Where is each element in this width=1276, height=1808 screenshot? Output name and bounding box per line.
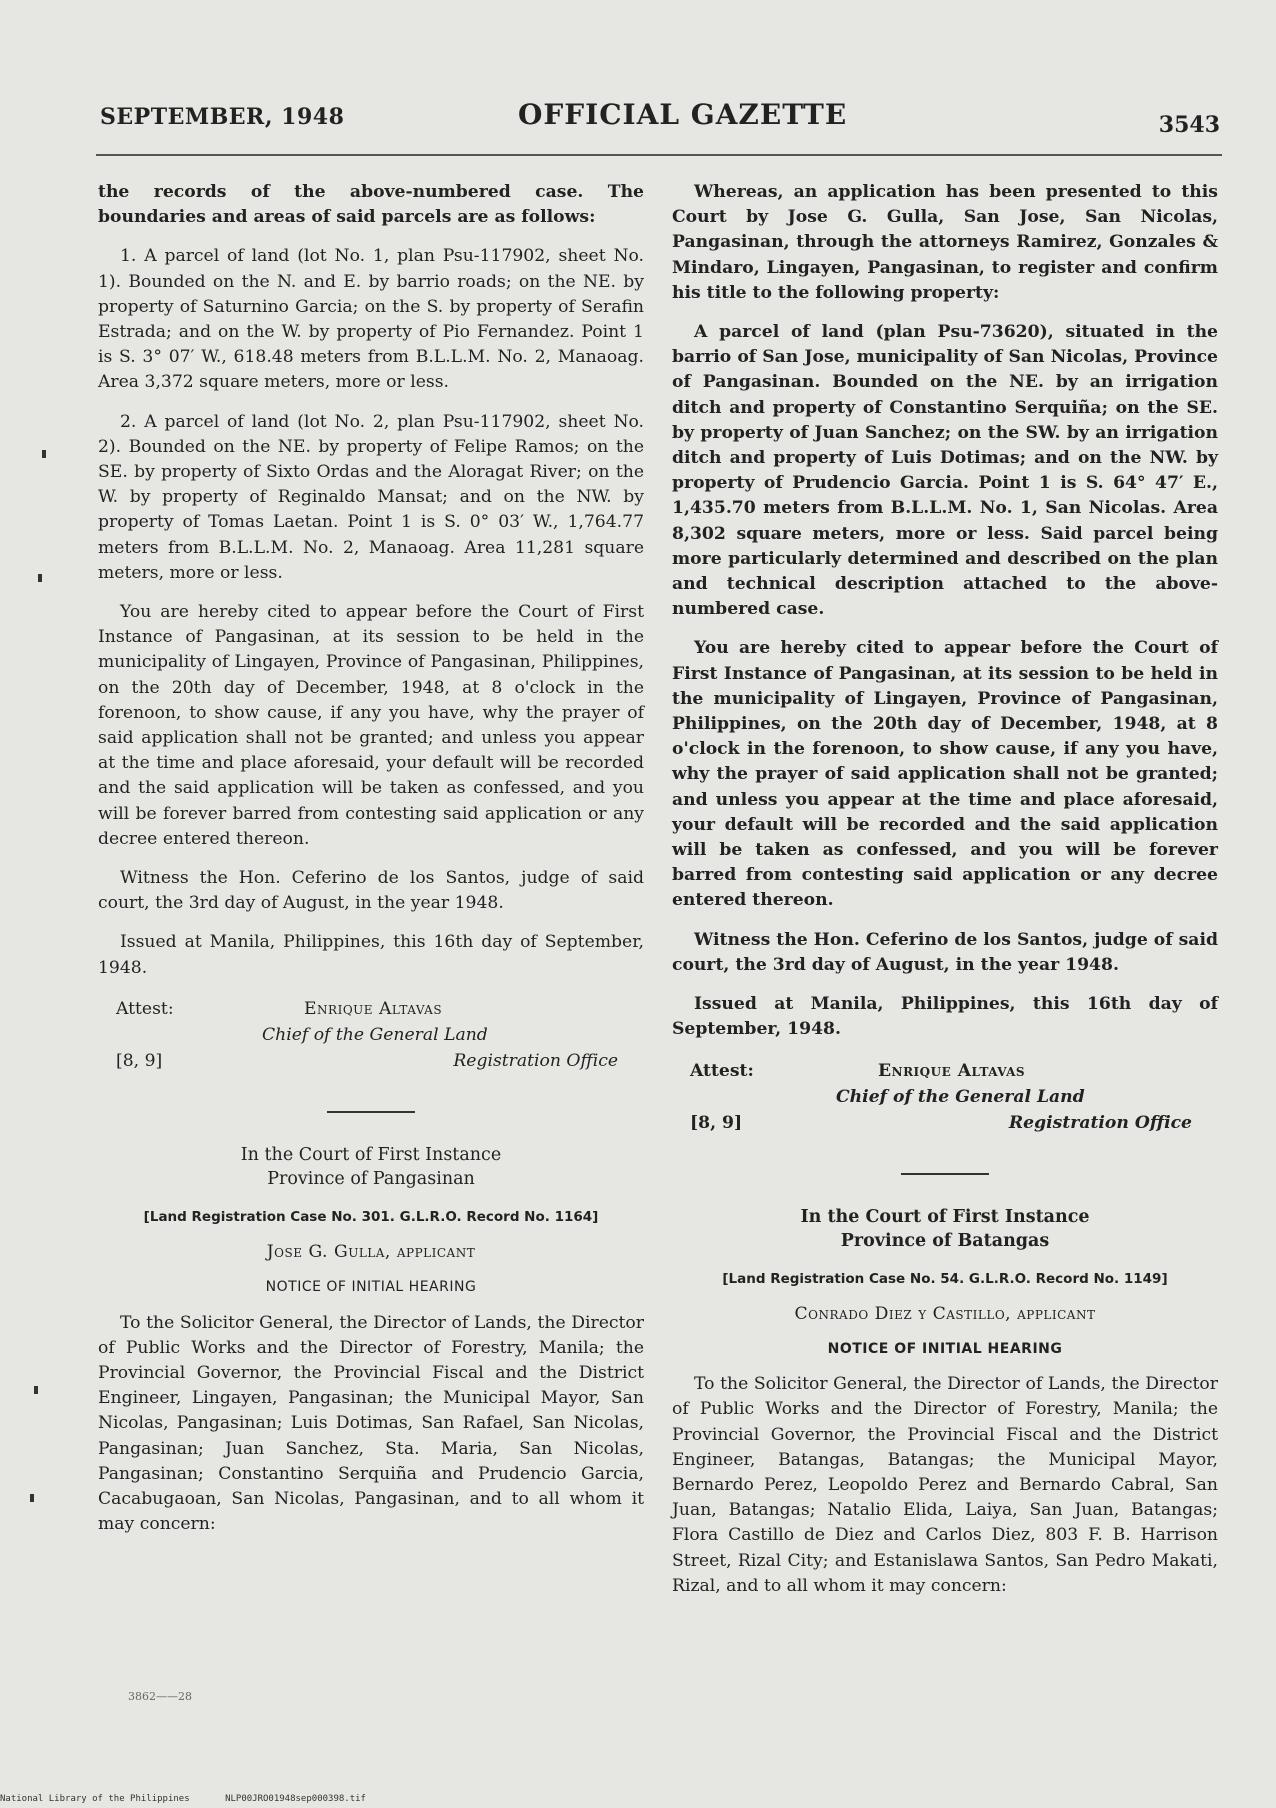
signer-name: Enrique Altavas bbox=[878, 1060, 1026, 1081]
parcel-2-paragraph: 2. A parcel of land (lot No. 2, plan Psu-117902, sheet No. 2). Bounded on the NE. by property of Felipe Ramos; on the SE. by property of Sixto Ordas and the Aloragat River; on the W. by property of Reginaldo Mansat; and on the NW. by property of Tomas Laetan. Point 1 is S. 0° 03′ W., 1,764.77 meters from B.L.L.M. No. 2, Manaoag. Area 11,281 square meters, more or less. bbox=[98, 411, 644, 583]
notice-title: NOTICE OF INITIAL HEARING bbox=[827, 1340, 1063, 1357]
left-column bbox=[98, 180, 644, 1551]
scan-file-id: NLP00JRO01948sep000398.tif bbox=[225, 1794, 366, 1804]
signer-name: Enrique Altavas bbox=[304, 998, 443, 1019]
signer-title-line2: Registration Office bbox=[453, 1050, 618, 1071]
issued-paragraph: Issued at Manila, Philippines, this 16th day of September, 1948. bbox=[672, 994, 1218, 1040]
signer-title-line1: Chief of the General Land bbox=[836, 1086, 1085, 1107]
addressees-paragraph: To the Solicitor General, the Director of Lands, the Director of Public Works and the Director of Forestry, Manila; the Provincial Governor, the Provincial Fiscal and the District Engineer, Lingayen, Pangasinan; the Municipal Mayor, San Nicolas, Pangasinan; Luis Dotimas, San Rafael, San Nicolas, Pangasinan; Juan Sanchez, Sta. Maria, San Nicolas, Pangasinan; Constantino Serquiña and Prudencio Garcia, Cacabugaoan, San Nicolas, Pangasinan, and to all whom it may concern: bbox=[98, 1312, 644, 1535]
margin-mark bbox=[42, 450, 46, 458]
library-credit: National Library of the Philippines bbox=[0, 1794, 190, 1804]
margin-mark bbox=[38, 574, 42, 582]
printer-mark: 3862——28 bbox=[128, 1690, 192, 1703]
header-date: SEPTEMBER, 1948 bbox=[100, 104, 345, 130]
section-divider bbox=[327, 1111, 415, 1113]
signature-block bbox=[672, 1059, 1218, 1147]
witness-paragraph: Witness the Hon. Ceferino de los Santos, judge of said court, the 3rd day of August, in the year 1948. bbox=[672, 929, 1218, 975]
parcel-paragraph: A parcel of land (plan Psu-73620), situated in the barrio of San Jose, municipality of San Nicolas, Province of Pangasinan. Bounded on the NE. by an irrigation ditch and property of Constantino Serquiña; on the SE. by property of Juan Sanchez; on the SW. by an irrigation ditch and property of Luis Dotimas; and on the NW. by property of Prudencio Garcia. Point 1 is S. 64° 47′ E., 1,435.70 meters from B.L.L.M. No. 1, San Nicolas. Area 8,302 square meters, more or less. Said parcel being more particularly determined and described on the plan and technical description attached to the above-numbered case. bbox=[672, 322, 1218, 620]
margin-mark bbox=[34, 1386, 38, 1394]
parcel-1-paragraph: 1. A parcel of land (lot No. 1, plan Psu-117902, sheet No. 1). Bounded on the N. and E. by barrio roads; on the NE. by property of Saturnino Garcia; on the S. by property of Serafin Estrada; and on the W. by property of Pio Fernandez. Point 1 is S. 3° 07′ W., 618.48 meters from B.L.L.M. No. 2, Manaoag. Area 3,372 square meters, more or less. bbox=[98, 246, 644, 393]
attest-label: Attest: bbox=[690, 1060, 754, 1081]
court-line-2: Province of Batangas bbox=[840, 1230, 1050, 1251]
citation-paragraph: You are hereby cited to appear before the Court of First Instance of Pangasinan, at its session to be held in the municipality of Lingayen, Province of Pangasinan, Philippines, on the 20th day of December, 1948, at 8 o'clock in the forenoon, to show cause, if any you have, why the prayer of said application shall not be granted; and unless you appear at the time and place aforesaid, your default will be recorded and the said application will be taken as confessed, and you will be forever barred from contesting said application or any decree entered thereon. bbox=[98, 602, 644, 849]
margin-mark bbox=[30, 1494, 34, 1502]
court-line-2: Province of Pangasinan bbox=[267, 1168, 475, 1189]
case-reference: [Land Registration Case No. 54. G.L.R.O. Record No. 1149] bbox=[722, 1270, 1168, 1287]
issued-paragraph: Issued at Manila, Philippines, this 16th day of September, 1948. bbox=[98, 932, 644, 978]
court-line-1: In the Court of First Instance bbox=[800, 1206, 1090, 1227]
page-header bbox=[100, 98, 1220, 142]
signer-title-line1: Chief of the General Land bbox=[262, 1024, 488, 1045]
court-heading bbox=[672, 1205, 1218, 1253]
case-reference: [Land Registration Case No. 301. G.L.R.O. Record No. 1164] bbox=[143, 1208, 599, 1225]
court-line-1: In the Court of First Instance bbox=[240, 1144, 502, 1165]
applicant-line: Jose G. Gulla, applicant bbox=[266, 1242, 476, 1263]
applicant-line: Conrado Diez y Castillo, applicant bbox=[794, 1303, 1096, 1324]
publication-title: OFFICIAL GAZETTE bbox=[518, 98, 848, 131]
signer-title-line2: Registration Office bbox=[1008, 1112, 1192, 1133]
court-heading bbox=[98, 1143, 644, 1191]
addressees-paragraph: To the Solicitor General, the Director of Lands, the Director of Public Works and the Director of Forestry, Manila; the Provincial Governor, the Provincial Fiscal and the District Engineer, Batangas, Batangas; the Municipal Mayor, Bernardo Perez, Leopoldo Perez and Bernardo Cabral, San Juan, Batangas; Natalio Elida, Laiya, San Juan, Batangas; Flora Castillo de Diez and Carlos Diez, 803 F. B. Harrison Street, Rizal City; and Estanislawa Santos, San Pedro Makati, Rizal, and to all whom it may concern: bbox=[672, 1374, 1218, 1596]
section-divider bbox=[901, 1173, 989, 1175]
witness-paragraph: Witness the Hon. Ceferino de los Santos, judge of said court, the 3rd day of August, in the year 1948. bbox=[98, 868, 644, 914]
page-number: 3543 bbox=[1158, 112, 1220, 138]
intro-paragraph: the records of the above-numbered case. The boundaries and areas of said parcels are as follows: bbox=[98, 182, 644, 228]
scan-footer bbox=[0, 1794, 396, 1804]
header-rule bbox=[96, 154, 1222, 156]
signature-block bbox=[98, 997, 644, 1085]
publication-dates: [8, 9] bbox=[116, 1050, 163, 1071]
whereas-paragraph: Whereas, an application has been presented to this Court by Jose G. Gulla, San Jose, San Nicolas, Pangasinan, through the attorneys Ramirez, Gonzales & Mindaro, Lingayen, Pangasinan, to register and confirm his title to the following property: bbox=[672, 182, 1218, 303]
right-column bbox=[672, 180, 1218, 1613]
attest-label: Attest: bbox=[116, 998, 174, 1019]
publication-dates: [8, 9] bbox=[690, 1112, 743, 1133]
notice-title: NOTICE OF INITIAL HEARING bbox=[265, 1279, 477, 1296]
citation-paragraph: You are hereby cited to appear before the Court of First Instance of Pangasinan, at its session to be held in the municipality of Lingayen, Province of Pangasinan, Philippines, on the 20th day of December, 1948, at 8 o'clock in the forenoon, to show cause, if any you have, why the prayer of said application shall not be granted; and unless you appear at the time and place aforesaid, your default will be recorded and the said application will be taken as confessed, and you will be forever barred from contesting said application or any decree entered thereon. bbox=[672, 638, 1218, 911]
